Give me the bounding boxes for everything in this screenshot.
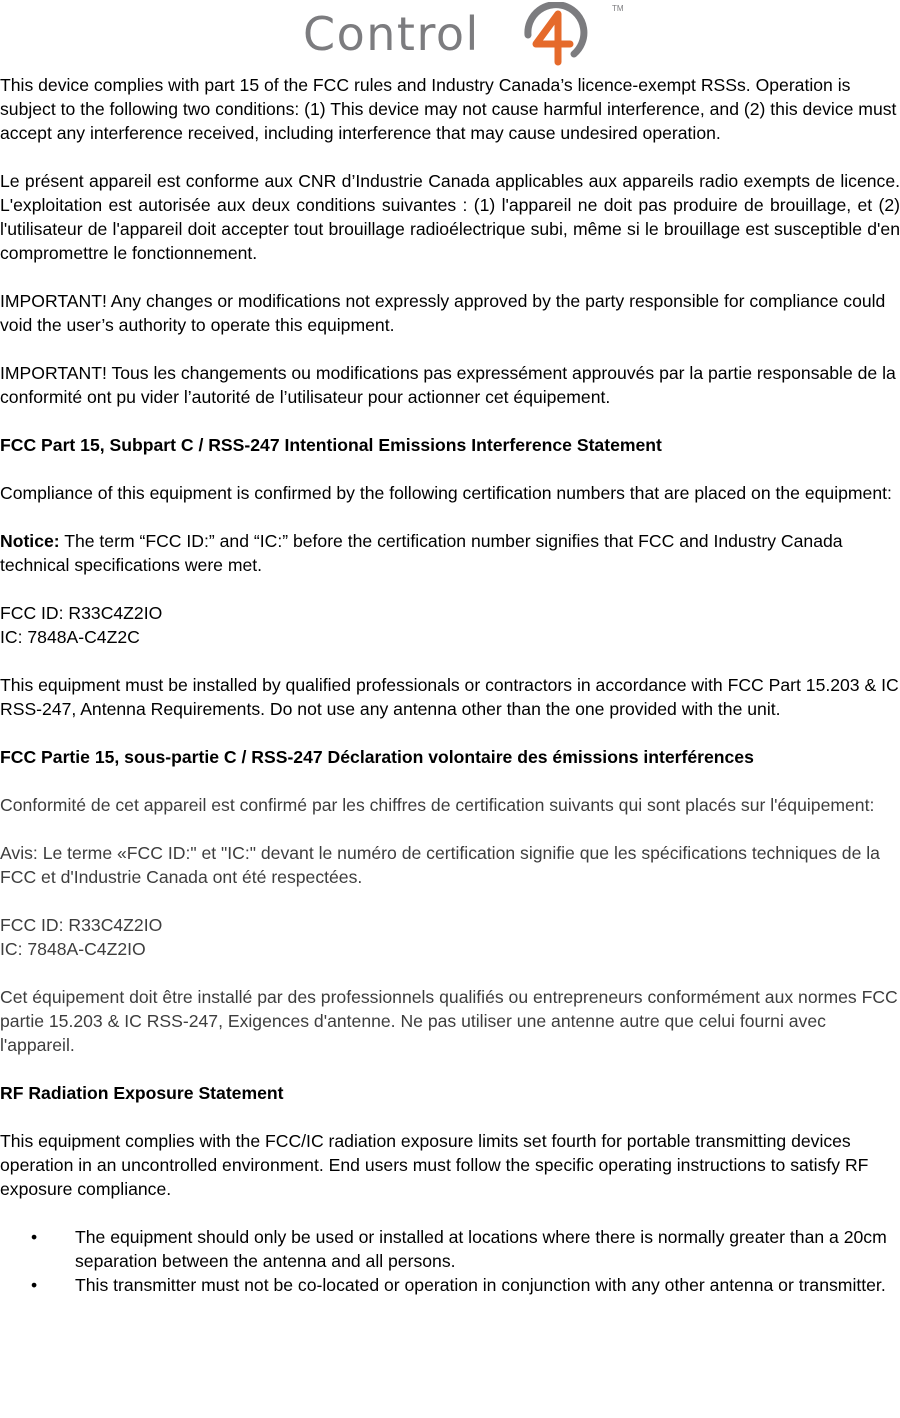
french-heading-text: FCC Partie 15, sous-partie C / RSS-247 Déclaration volontaire des émissions interférences: [0, 747, 754, 767]
french-heading: [0, 745, 900, 769]
french-compliance-paragraph: Le présent appareil est conforme aux CNR d’Industrie Canada applicables aux appareils radio exempts de licence. L'exploitation est autorisée aux deux conditions suivantes : (1) l'appareil ne doit pas produire de brouillage, et (2) l'utilisateur de l'appareil doit accepter tout brouillage radioélectrique subi, même si le brouillage est susceptible d'en compromettre le fonctionnement.: [0, 171, 900, 263]
logo-wordmark: Control: [303, 7, 480, 61]
compliance-english: Compliance of this equipment is confirmed by the following certification numbers that are placed on the equipment:: [0, 483, 892, 503]
fcc-id-french: FCC ID: R33C4Z2IO: [0, 915, 163, 935]
important-english: IMPORTANT! Any changes or modifications not expressly approved by the party responsible for compliance could void the user’s authority to operate this equipment.: [0, 291, 886, 335]
list-item-text: This transmitter must not be co-located or operation in conjunction with any other antenna or transmitter.: [75, 1275, 886, 1295]
important-french: IMPORTANT! Tous les changements ou modifications pas expressément approuvés par la partie responsable de la conformité ont pu vider l’autorité de l’utilisateur pour actionner cet équipement.: [0, 363, 896, 407]
installation-french: Cet équipement doit être installé par des professionnels qualifiés ou entrepreneurs conformément aux normes FCC partie 15.203 & IC RSS-247, Exigences d'antenne. Ne pas utiliser une antenne autre que celui fourni avec l'appareil.: [0, 987, 898, 1055]
rf-exposure-paragraph: This equipment complies with the FCC/IC radiation exposure limits set fourth for portable transmitting devices operation in an uncontrolled environment. End users must follow the specific operating instructions to satisfy RF exposure compliance.: [0, 1131, 869, 1199]
list-item-text: The equipment should only be used or installed at locations where there is normally greater than a 20cm separation between the antenna and all persons.: [75, 1227, 887, 1271]
rf-heading: [0, 1081, 900, 1105]
list-item: [0, 1225, 900, 1273]
notice-paragraph: [0, 529, 900, 577]
compliance-french: Conformité de cet appareil est confirmé par les chiffres de certification suivants qui sont placés sur l'équipement:: [0, 795, 875, 815]
control4-logo-mark-icon: [510, 2, 590, 66]
list-item: [0, 1273, 900, 1297]
compliance-text: [0, 73, 900, 1297]
fcc-compliance-paragraph: This device complies with part 15 of the FCC rules and Industry Canada’s licence-exempt RSSs. Operation is subject to the following two conditions: (1) This device may not cause harmful interference, and (2) this device must accept any interference received, including interference that may cause undesired operation.: [0, 75, 897, 143]
avis-french: Avis: Le terme «FCC ID:" et "IC:" devant le numéro de certification signifie que les spécifications techniques de la FCC et d'Industrie Canada ont été respectées.: [0, 843, 880, 887]
installation-english: This equipment must be installed by qualified professionals or contractors in accordance with FCC Part 15.203 & IC RSS-247, Antenna Requirements. Do not use any antenna other than the one provided with the unit.: [0, 675, 899, 719]
notice-text: The term “FCC ID:” and “IC:” before the certification number signifies that FCC and Industry Canada technical specifications were met.: [0, 531, 843, 575]
control4-logo: [0, 0, 900, 70]
bullet-icon: •: [31, 1227, 38, 1247]
rf-heading-text: RF Radiation Exposure Statement: [0, 1083, 284, 1103]
fcc-id-english: FCC ID: R33C4Z2IO: [0, 603, 163, 623]
bullet-icon: •: [31, 1275, 38, 1295]
ic-french: IC: 7848A-C4Z2IO: [0, 939, 146, 959]
rf-bullet-list: [0, 1225, 900, 1297]
trademark-mark: TM: [612, 4, 624, 13]
notice-label: Notice:: [0, 531, 60, 551]
fcc-heading: [0, 433, 900, 457]
ic-english: IC: 7848A-C4Z2C: [0, 627, 140, 647]
fcc-heading-text: FCC Part 15, Subpart C / RSS-247 Intentional Emissions Interference Statement: [0, 435, 662, 455]
